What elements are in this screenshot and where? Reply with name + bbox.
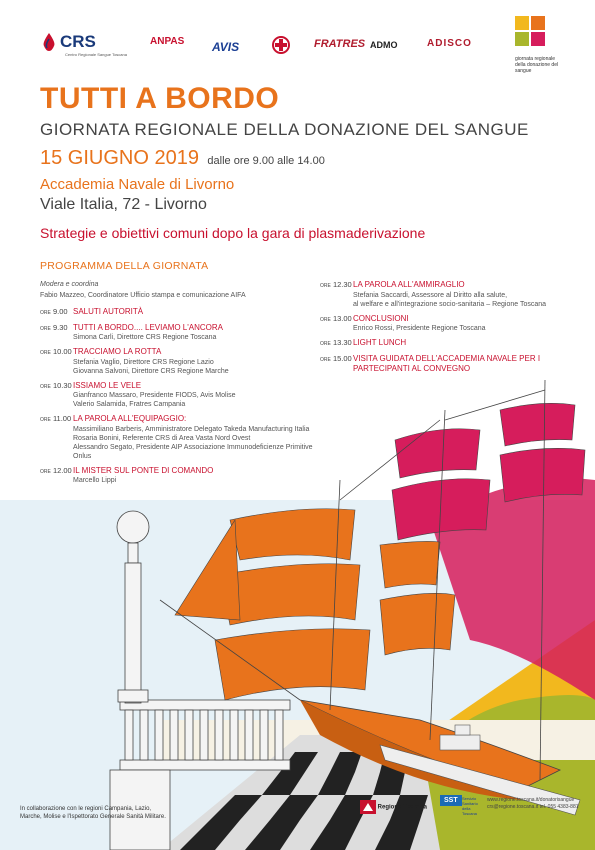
program-item-time (320, 280, 352, 292)
crs-logo-subtext: Centro Regionale Sangue Toscana (65, 52, 127, 57)
regione-toscana-logo (360, 800, 427, 814)
program-item-title: SALUTI AUTORITÀ (73, 307, 144, 316)
time-value: 15.00 (332, 353, 352, 363)
program-item (320, 280, 590, 309)
avis-logo: AVIS (212, 40, 240, 54)
ore-label: ORE (320, 341, 331, 347)
sst-caption: Servizio Sanitario della Toscana (462, 796, 478, 816)
program-item-speaker: Massimiliano Barberis, Amministratore Delegato Takeda Manufacturing Italia (73, 425, 310, 433)
program-item-speaker: Valerio Salamida, Fratres Campania (73, 401, 186, 408)
dono-logo (515, 16, 545, 46)
ore-label: ORE (40, 350, 51, 356)
poster-title: TUTTI A BORDO (40, 82, 280, 115)
program-item-time (40, 466, 72, 478)
contact-info (487, 797, 579, 811)
event-theme: Strategie e obiettivi comuni dopo la gara di plasmaderivazione (40, 225, 426, 241)
time-value: 12.00 (52, 465, 72, 475)
ore-label: ORE (320, 356, 331, 363)
program-item-time (40, 414, 71, 426)
program-item (40, 323, 320, 343)
admo-logo: ADMO (370, 40, 398, 50)
program-item-speaker: Enrico Rossi, Presidente Regione Toscana (353, 325, 486, 332)
program-item (40, 466, 320, 486)
program-item (40, 381, 320, 410)
program-item-speaker: Rosaria Bonini, Referente CRS di Area Vasta Nord Ovest (73, 434, 251, 442)
program-item-title: CONCLUSIONI (353, 313, 409, 323)
program-column-right (320, 280, 590, 380)
ore-label: ORE (320, 316, 331, 323)
event-date: 15 GIUGNO 2019 (40, 147, 199, 169)
event-date-line (40, 147, 325, 170)
program-item-time (320, 354, 352, 366)
program-title: PROGRAMMA DELLA GIORNATA (40, 260, 209, 272)
ore-label: ORE (40, 468, 51, 475)
program-item-speaker: Giovanna Salvoni, Direttore CRS Regione Marche (73, 367, 229, 375)
time-value: 12.30 (332, 280, 352, 289)
regione-toscana-label: Regione Toscana (377, 804, 427, 811)
crs-logo-text: CRS (60, 32, 96, 51)
poster-subtitle: GIORNATA REGIONALE DELLA DONAZIONE DEL SANGUE (40, 120, 529, 139)
program-item-time (40, 323, 68, 335)
time-value: 10.30 (52, 380, 72, 390)
program-item-time (320, 314, 352, 326)
website-link[interactable]: www.regione.toscana.it/donatorisangue (487, 797, 575, 803)
program-item-speaker: al welfare e all'integrazione socio-sanitaria – Regione Toscana (353, 300, 547, 308)
ore-label: ORE (320, 283, 331, 289)
adisco-logo: ADISCO (427, 38, 472, 49)
program-item-title: LIGHT LUNCH (353, 338, 407, 347)
program-item (40, 307, 320, 318)
crs-logo (42, 32, 127, 57)
program-item (40, 414, 320, 461)
program-items-left (40, 307, 320, 485)
program-column-left (40, 280, 320, 490)
event-address: Viale Italia, 72 - Livorno (40, 196, 207, 213)
blood-drop-icon (42, 33, 56, 51)
partner-logos (0, 18, 595, 78)
program-item (40, 347, 320, 376)
program-item-speaker: Stefania Saccardi, Assessore al Diritto alla salute, (353, 291, 508, 299)
program-item-time (40, 347, 72, 359)
time-value: 13.00 (332, 313, 352, 323)
program-item-title: IL MISTER SUL PONTE DI COMANDO (73, 465, 214, 475)
program-item-speaker: Simona Carli, Direttore CRS Regione Toscana (73, 334, 217, 341)
program-item-speaker: Alessandro Segato, Presidente AIP Associazione Immunodeficienze Primitive Onlus (73, 443, 313, 460)
program-item-time (40, 307, 68, 319)
time-value: 11.00 (52, 414, 72, 423)
red-cross-logo (272, 36, 290, 54)
ore-label: ORE (40, 310, 51, 316)
time-value: 13.30 (332, 338, 352, 347)
program-item (320, 314, 590, 334)
program-item-title: LA PAROLA ALL'EQUIPAGGIO: (73, 414, 187, 423)
time-value: 10.00 (52, 347, 72, 356)
pegasus-icon (360, 800, 376, 814)
time-value: 9.00 (52, 307, 68, 316)
moderator-label: Modera e coordina (40, 281, 99, 288)
sst-logo: SST (440, 795, 462, 806)
program-item (320, 354, 590, 375)
program-item-title: LA PAROLA ALL'AMMIRAGLIO (353, 280, 465, 289)
ore-label: ORE (40, 325, 51, 332)
dono-logo-caption: giornata regionale della donazione del sangue (515, 56, 559, 74)
email-phone: crs@regione.toscana.it tel. 055 4383-881 (487, 804, 579, 810)
anpas-logo: ANPAS (150, 36, 185, 47)
program-item-speaker: Marcello Lippi (73, 477, 117, 484)
program-item (320, 338, 590, 349)
program-item-speaker: Stefania Vaglio, Direttore CRS Regione Lazio (73, 358, 214, 366)
collaboration-note: In collaborazione con le regioni Campania, Lazio, Marche, Molise e l'Ispettorato Generale Sanità Militare. (20, 806, 166, 820)
event-venue: Accademia Navale di Livorno (40, 176, 235, 193)
ore-label: ORE (40, 383, 51, 390)
moderator-name: Fabio Mazzeo, Coordinatore Ufficio stampa e comunicazione AIFA (40, 291, 246, 299)
program-items-right (320, 280, 590, 375)
fratres-logo: FRATRES (314, 38, 366, 50)
ore-label: ORE (40, 417, 51, 423)
program-item-time (320, 338, 352, 350)
program-item-title: ISSIAMO LE VELE (73, 380, 142, 390)
program-item-title: TUTTI A BORDO.... LEVIAMO L'ANCORA (73, 322, 223, 332)
program-item-time (40, 381, 72, 393)
time-value: 9.30 (52, 322, 68, 332)
event-hours: dalle ore 9.00 alle 14.00 (207, 155, 325, 167)
program-item-title: VISITA GUIDATA DELL'ACCADEMIA NAVALE PER I PARTECIPANTI AL CONVEGNO (353, 353, 541, 373)
program-item-title: TRACCIAMO LA ROTTA (73, 347, 162, 356)
red-cross-icon (274, 38, 288, 52)
program-item-speaker: Gianfranco Massaro, Presidente FIODS, Avis Molise (73, 392, 236, 399)
